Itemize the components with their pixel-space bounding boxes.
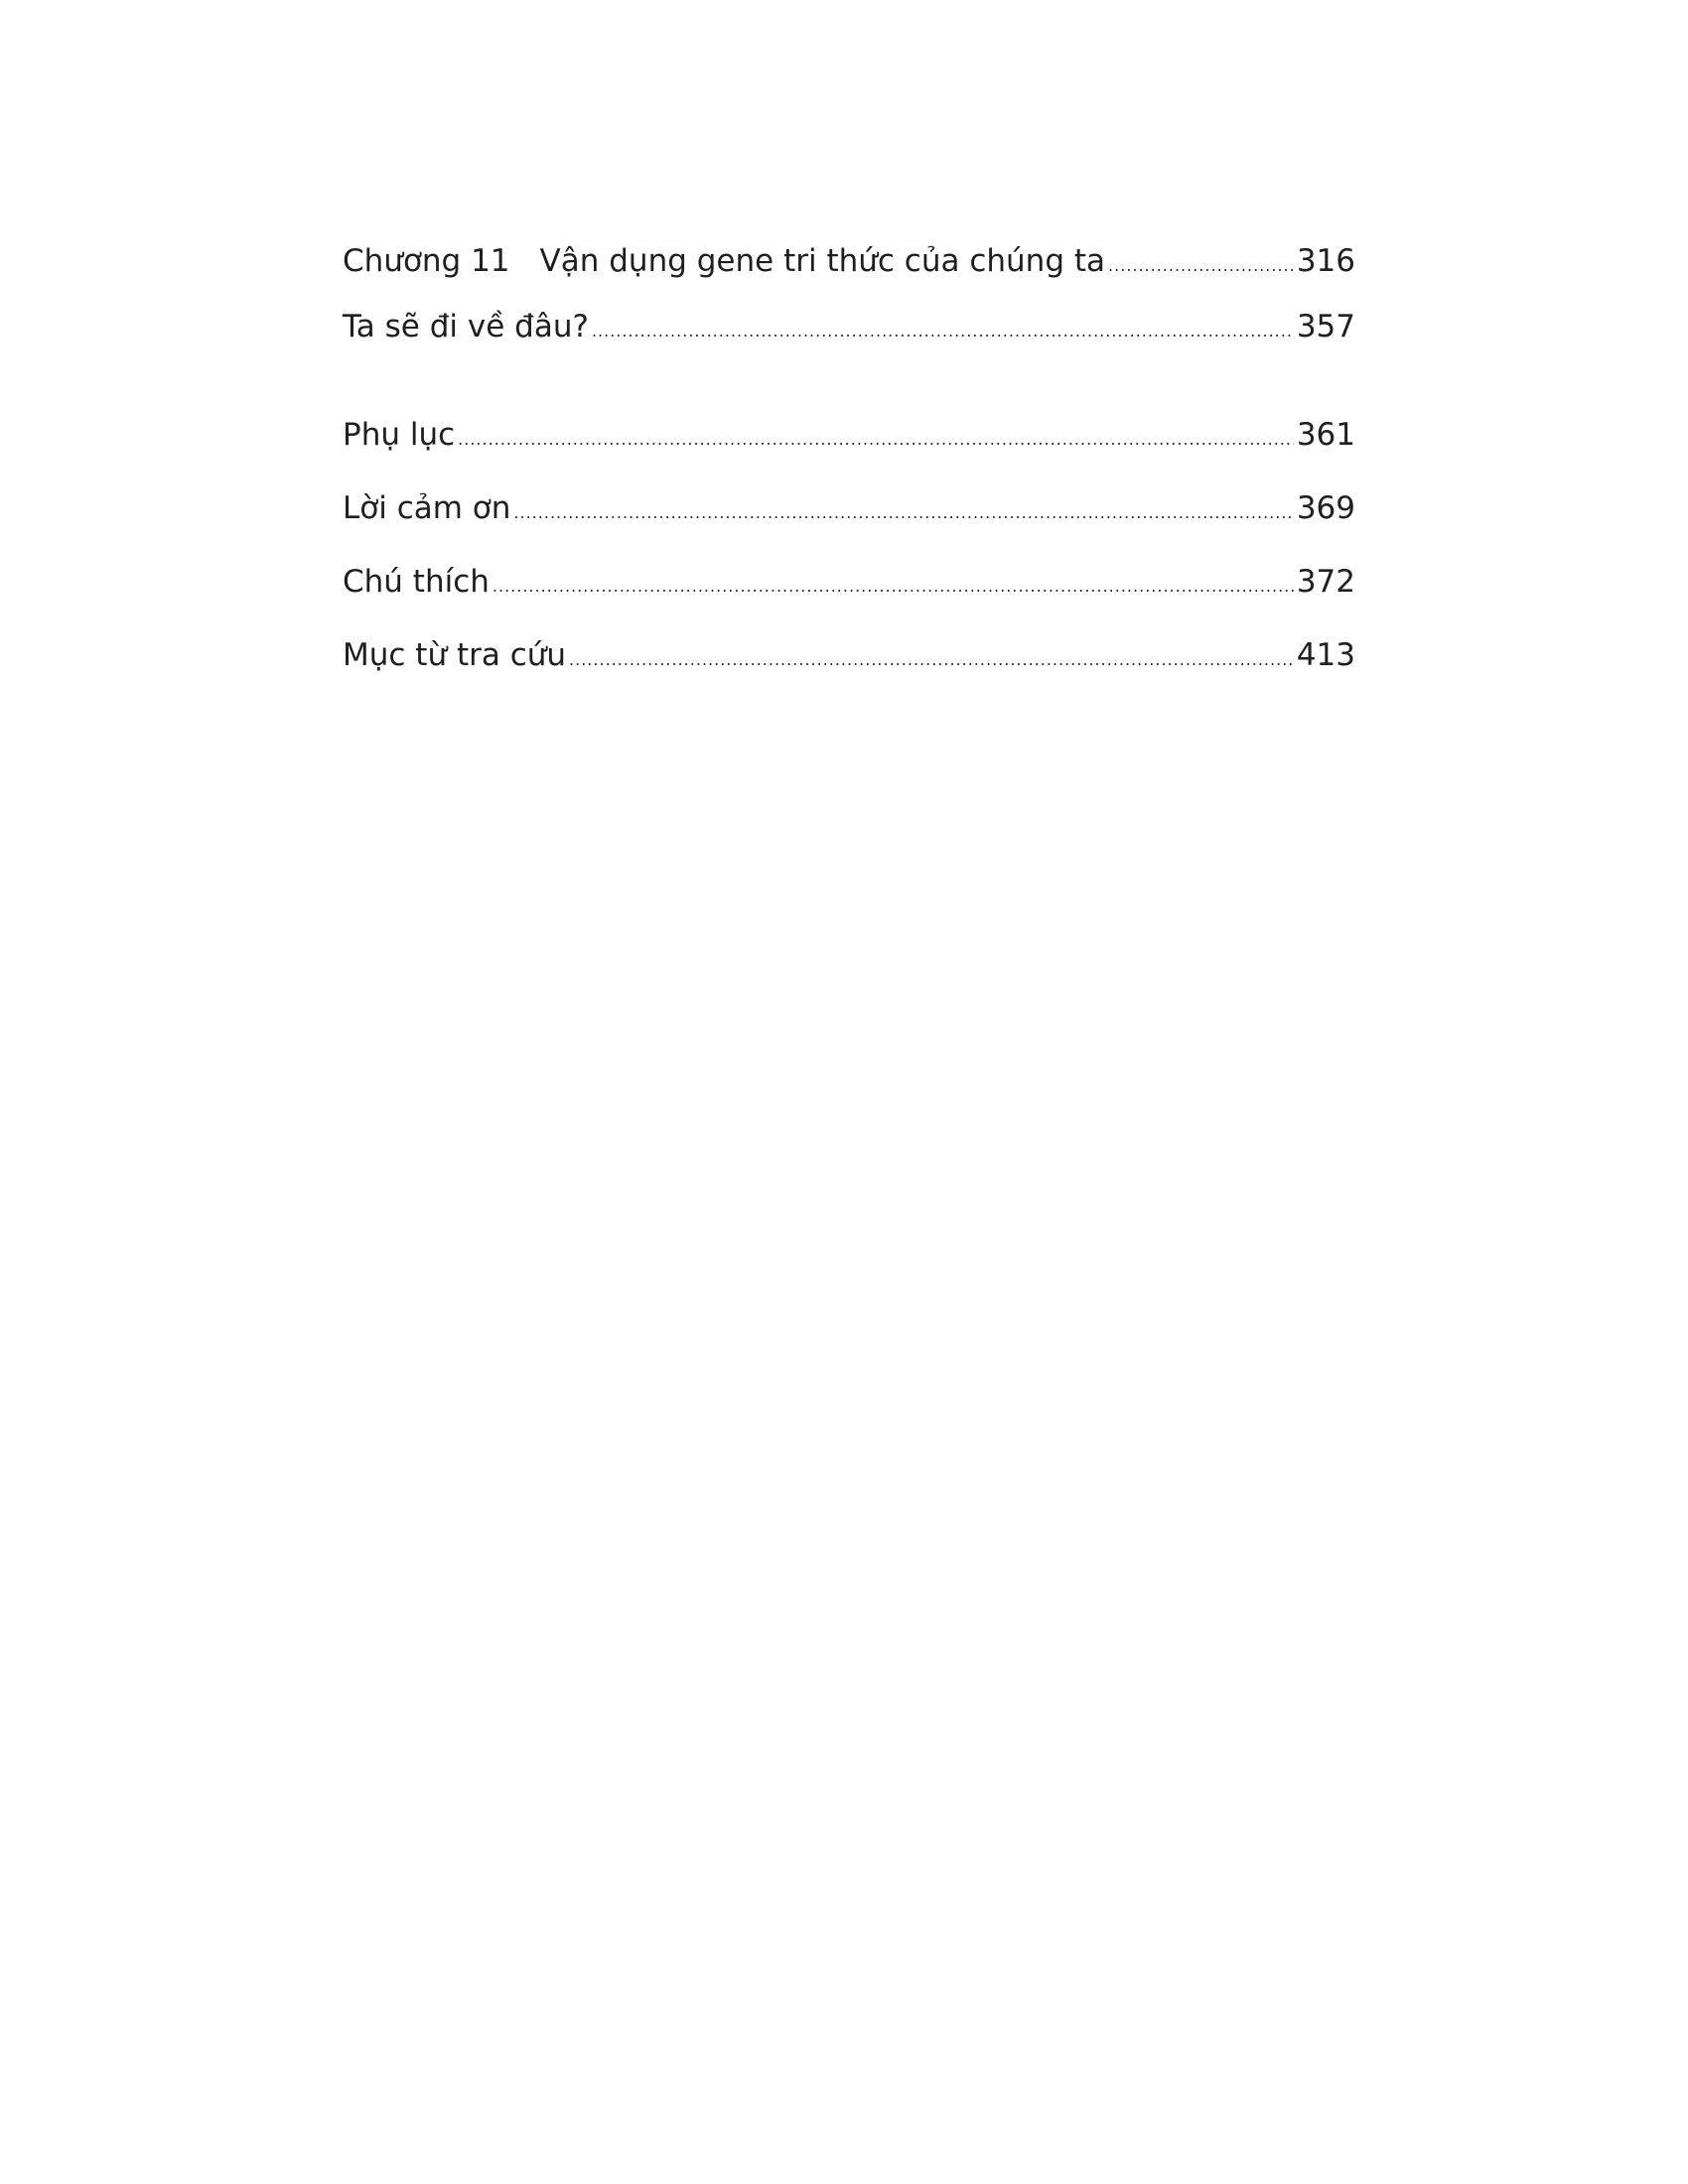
page-number: 413 (1296, 637, 1355, 673)
table-of-contents (343, 243, 1355, 714)
toc-entry-notes[interactable] (343, 564, 1355, 640)
dot-leader (513, 505, 1293, 521)
toc-entry-index[interactable] (343, 637, 1355, 714)
entry-title: Mục từ tra cứu (343, 637, 567, 673)
dot-leader (1108, 258, 1294, 274)
chapter-number: Chương 11 (343, 243, 510, 279)
entry-title: Lời cảm ơn (343, 490, 511, 526)
page-number: 369 (1296, 490, 1355, 526)
entry-title: Ta sẽ đi về đâu? (343, 309, 589, 344)
toc-entry-chapter-11[interactable] (343, 243, 1355, 312)
page-number: 357 (1296, 309, 1355, 344)
toc-entry-appendix[interactable] (343, 417, 1355, 493)
toc-entry-acknowledgements[interactable] (343, 490, 1355, 567)
dot-leader (492, 579, 1294, 595)
entry-title: Phụ lục (343, 417, 456, 453)
page-number: 372 (1296, 564, 1355, 600)
page-number: 316 (1296, 243, 1355, 279)
dot-leader (592, 324, 1294, 340)
page-number: 361 (1296, 417, 1355, 453)
dot-leader (569, 652, 1294, 668)
toc-entry-epilogue[interactable] (343, 309, 1355, 377)
dot-leader (458, 432, 1294, 448)
entry-title: Vận dụng gene tri thức của chúng ta (539, 243, 1106, 279)
entry-title: Chú thích (343, 564, 490, 600)
